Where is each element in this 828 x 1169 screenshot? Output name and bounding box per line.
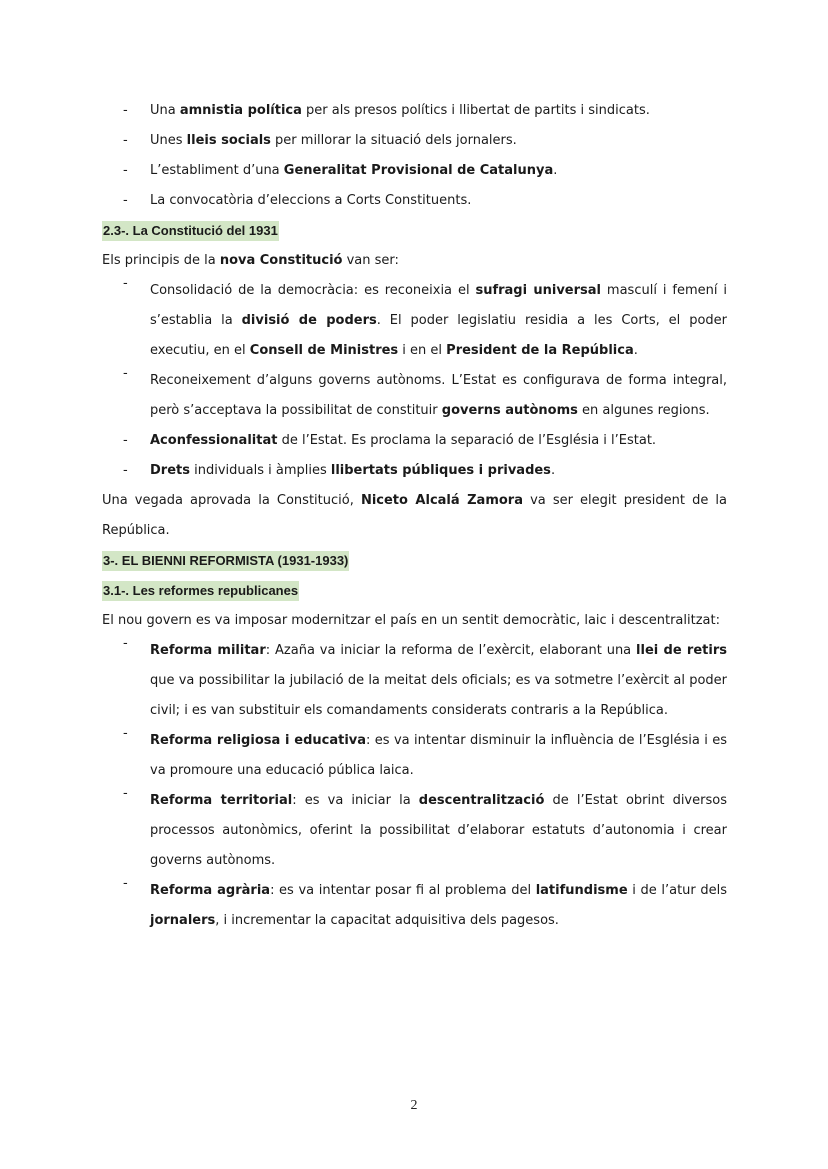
bullet-dash: - [123, 463, 128, 478]
bold-text: Consell de Ministres [249, 343, 399, 358]
section-heading-3-1 [102, 576, 727, 606]
text: Una [150, 103, 180, 118]
text: : es va intentar posar fi al problema del [270, 883, 536, 898]
list-item-text [150, 276, 727, 366]
paragraph: El nou govern es va imposar modernitzar el país en un sentit democràtic, laic i descentralitzat: [102, 613, 720, 628]
text: masculí i femení i s’establia la [150, 283, 727, 328]
text: que va possibilitar la jubilació de la meitat dels oficials; es va sotmetre l’exèrcit al poder civil; i es van substituir els comandaments considerats contraris a la República. [150, 673, 727, 718]
bullet-dash: - [123, 726, 128, 741]
bold-text: descentralització [418, 793, 545, 808]
bullet-dash: - [123, 133, 128, 148]
list-item [102, 96, 727, 126]
bullet-dash: - [123, 163, 128, 178]
bold-text: President de la República [446, 343, 634, 358]
bold-text: Reforma territorial [150, 793, 293, 808]
bold-text: amnistia política [179, 103, 302, 118]
heading-text: 3-. EL BIENNI REFORMISTA (1931-1933) [102, 551, 349, 571]
bold-text: nova Constitució [219, 253, 343, 268]
list-item [102, 426, 727, 456]
bullet-dash: - [123, 876, 128, 891]
text: Una vegada aprovada la Constitució, [102, 493, 361, 508]
bold-text: Niceto Alcalá Zamora [360, 493, 523, 508]
text: i en el [398, 343, 447, 358]
bold-text: Reforma religiosa i educativa [150, 733, 367, 748]
list-item [102, 186, 727, 216]
text: va ser elegit president de la República. [102, 493, 728, 538]
text: de l’Estat. Es proclama la separació de l’Església i l’Estat. [277, 433, 657, 448]
list-item [102, 876, 727, 936]
list-item [102, 726, 727, 786]
bold-text: Generalitat Provisional de Catalunya [283, 163, 554, 178]
bullet-dash: - [123, 636, 128, 651]
text: individuals i àmplies [189, 463, 331, 478]
text: : es va iniciar la [292, 793, 419, 808]
bold-text: latifundisme [535, 883, 628, 898]
bullet-dash: - [123, 433, 128, 448]
text: , i incrementar la capacitat adquisitiva dels pagesos. [215, 913, 559, 928]
text: . El poder legislatiu residia a les Corts, el poder executiu, en el [150, 313, 728, 358]
page-number: 2 [410, 1098, 418, 1113]
section-heading-2-3 [102, 216, 727, 246]
text: La convocatòria d’eleccions a Corts Constituents. [150, 193, 472, 208]
bullet-dash: - [123, 366, 128, 381]
list-item [102, 786, 727, 876]
text: en algunes regions. [577, 403, 710, 418]
list-item [102, 456, 727, 486]
page-content [102, 96, 727, 936]
text: : es va intentar disminuir la influència de l’Església i es va promoure una educació pública laica. [150, 733, 727, 778]
heading-text: 3.1-. Les reformes republicanes [102, 581, 299, 601]
paragraph [102, 246, 727, 276]
bullet-dash: - [123, 103, 128, 118]
text: Consolidació de la democràcia: es reconeixia el [150, 283, 476, 298]
text: . [633, 343, 638, 358]
list-item [102, 126, 727, 156]
paragraph [102, 486, 727, 546]
list-item [102, 636, 727, 726]
list-item [102, 366, 727, 426]
text: per als presos polítics i llibertat de partits i sindicats. [301, 103, 650, 118]
list-item [102, 156, 727, 186]
bold-text: lleis socials [186, 133, 271, 148]
list-item-text [150, 636, 727, 726]
list-item-text [150, 726, 727, 786]
bullet-dash: - [123, 193, 128, 208]
bold-text: llibertats públiques i privades [330, 463, 551, 478]
text: i de l’atur dels [627, 883, 727, 898]
bold-text: Reforma militar [150, 643, 266, 658]
list-item-text [150, 876, 727, 936]
section-heading-3 [102, 546, 727, 576]
bold-text: sufragi universal [475, 283, 602, 298]
text: Els principis de la [102, 253, 220, 268]
list-item-text [150, 366, 727, 426]
heading-text: 2.3-. La Constitució del 1931 [102, 221, 279, 241]
text: L’establiment d’una [150, 163, 284, 178]
bold-text: divisió de poders [241, 313, 377, 328]
list-item [102, 276, 727, 366]
bold-text: Aconfessionalitat [150, 433, 278, 448]
bullet-dash: - [123, 276, 128, 291]
text: Reconeixement d’alguns governs autònoms. L’Estat es configurava de forma integral, però s’acceptava la possibilitat de constituir [150, 373, 727, 418]
bold-text: Drets [150, 463, 190, 478]
text: van ser: [342, 253, 399, 268]
list-item-text [150, 786, 727, 876]
text: Unes [150, 133, 187, 148]
bullet-dash: - [123, 786, 128, 801]
text: per millorar la situació dels jornalers. [270, 133, 517, 148]
bold-text: governs autònoms [441, 403, 578, 418]
bold-text: Reforma agrària [150, 883, 271, 898]
bold-text: jornalers [150, 913, 216, 928]
bold-text: llei de retirs [636, 643, 727, 658]
text: : Azaña va iniciar la reforma de l’exèrcit, elaborant una [265, 643, 637, 658]
text: de l’Estat obrint diversos processos autonòmics, oferint la possibilitat d’elaborar estatuts d’autonomia i crear governs autònoms. [150, 793, 727, 868]
text: . [553, 163, 558, 178]
text: . [550, 463, 556, 478]
